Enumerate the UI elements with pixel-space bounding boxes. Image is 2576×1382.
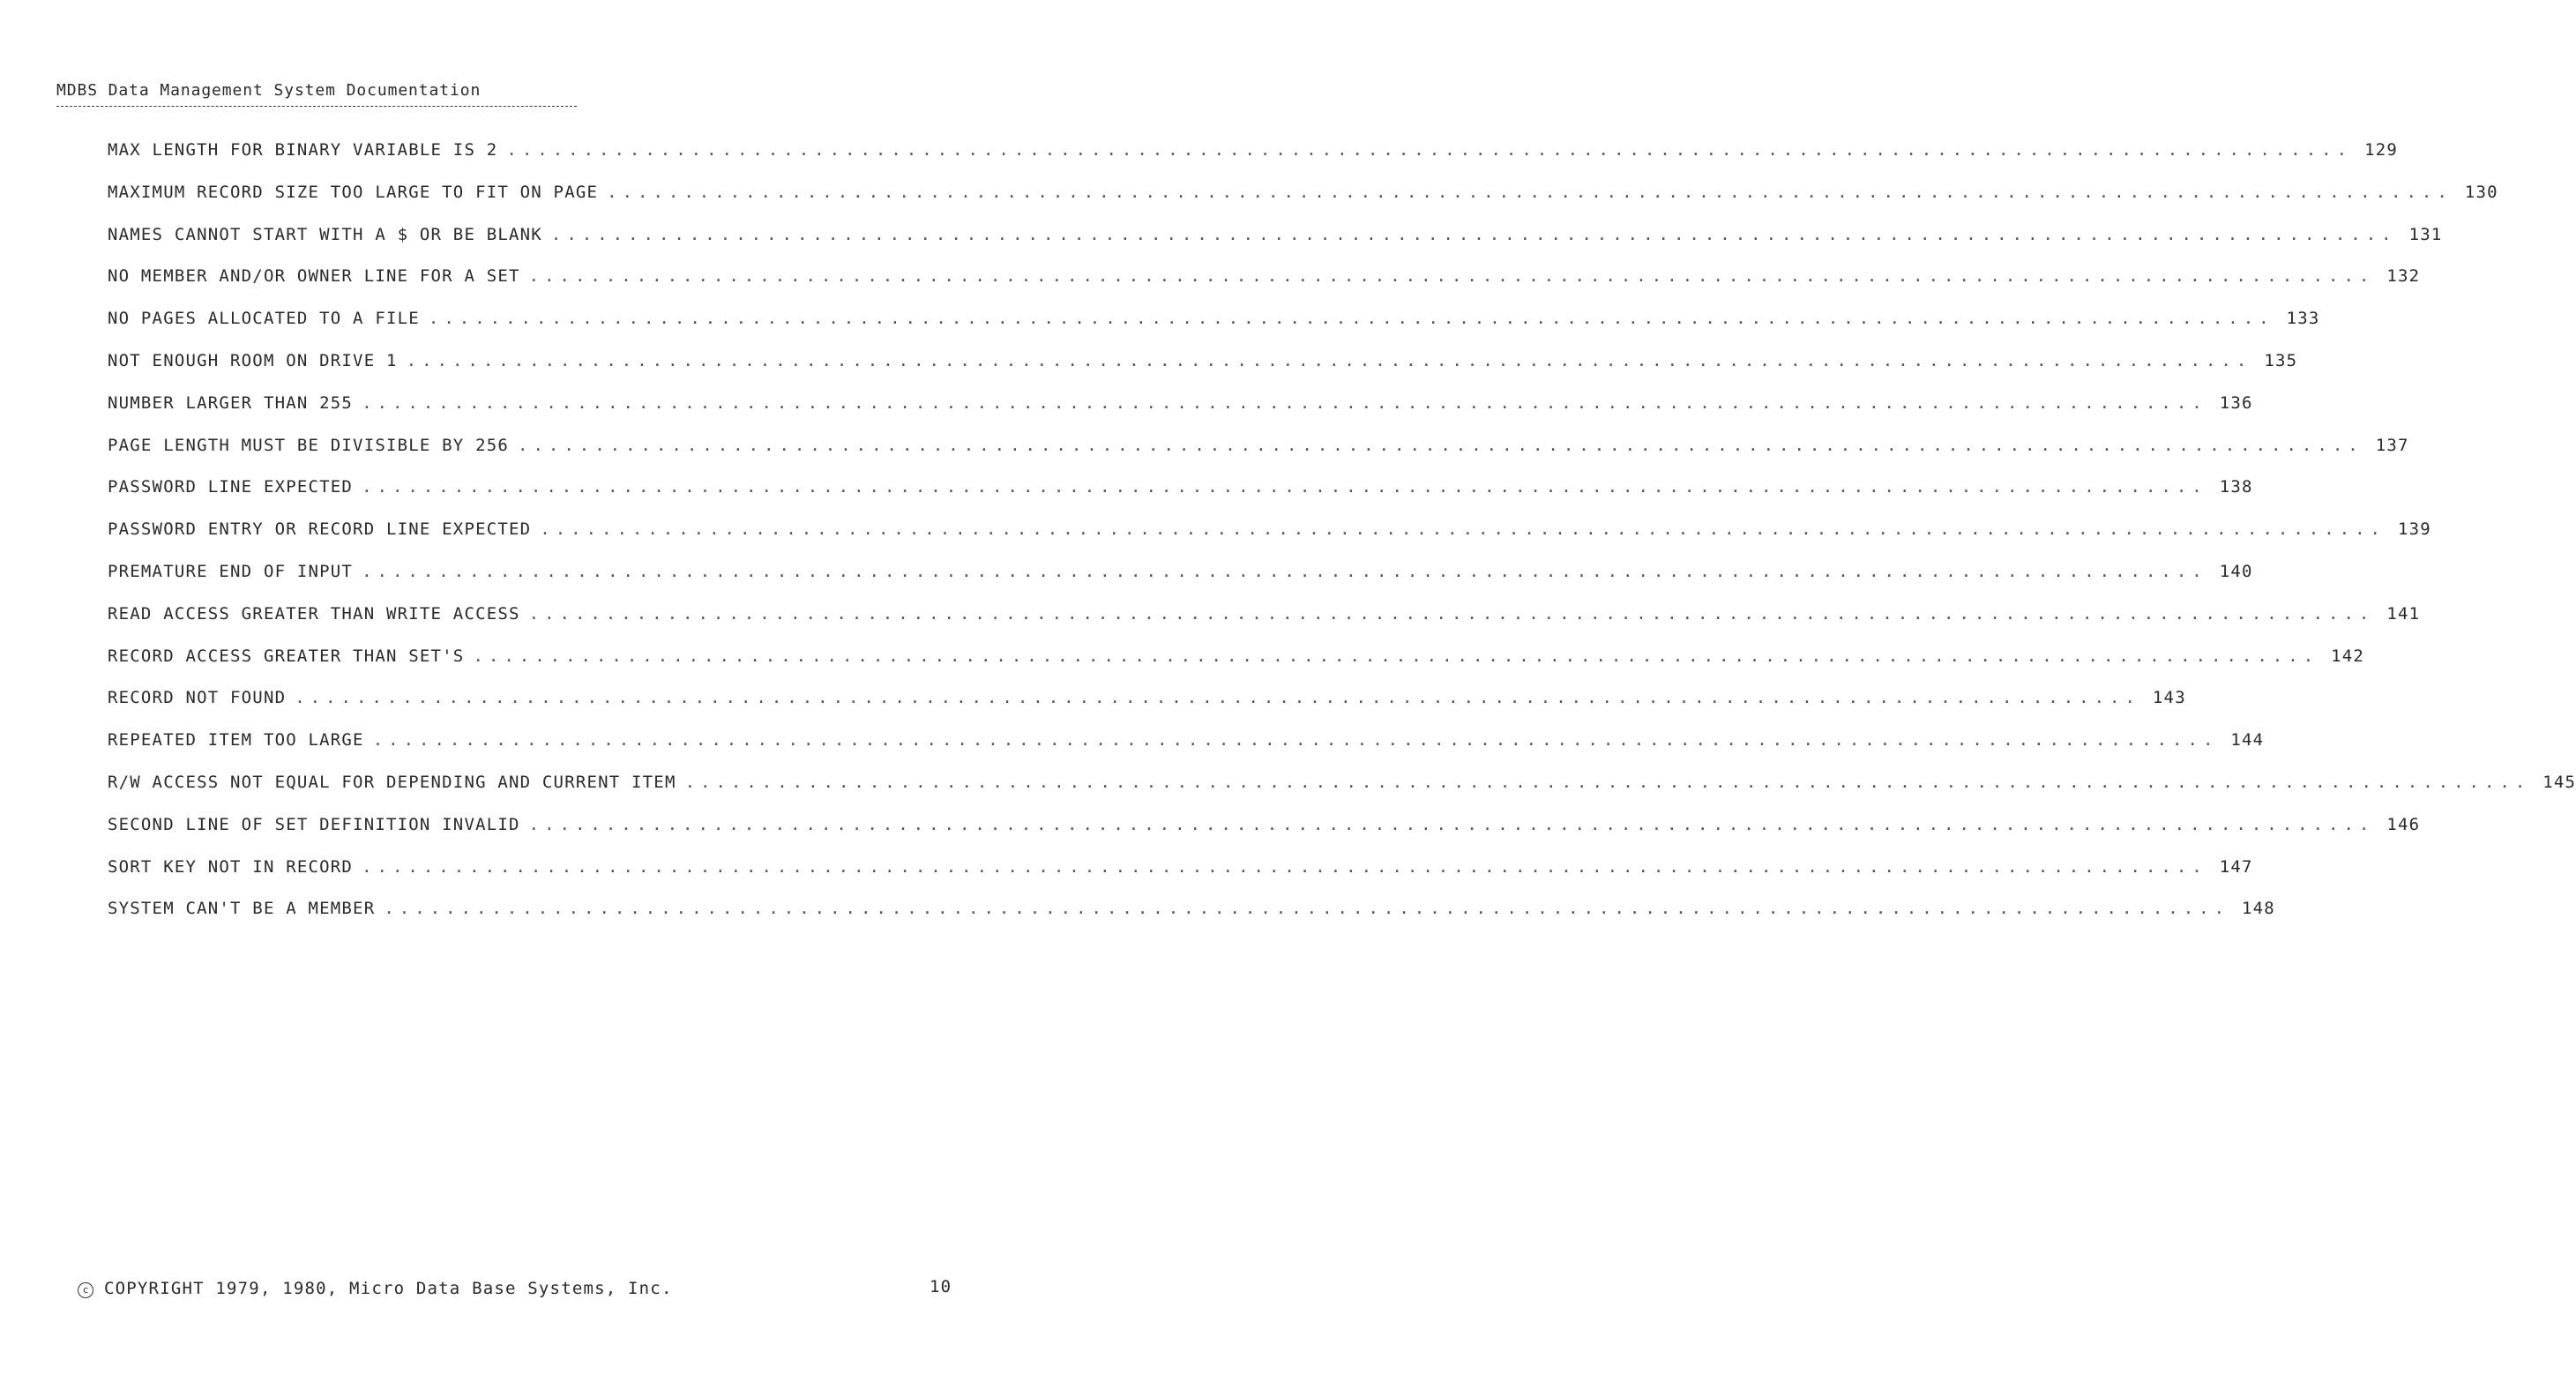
toc-entry-page: 148 <box>2242 899 2275 919</box>
toc-entry <box>108 140 2398 183</box>
toc-entry-title: MAX LENGTH FOR BINARY VARIABLE IS 2 <box>108 140 498 160</box>
dot-leader: ........................................................................................................................ <box>384 899 2230 919</box>
toc-entry-page: 143 <box>2152 688 2186 708</box>
dot-leader: ........................................................................................................................ <box>406 350 2252 370</box>
toc-entry <box>108 477 2253 519</box>
toc-entry-title: NUMBER LARGER THAN 255 <box>108 392 354 413</box>
toc-entry-page: 135 <box>2264 350 2298 370</box>
toc-entry-page: 146 <box>2386 814 2421 834</box>
dot-leader: ........................................................................................................................ <box>362 561 2207 581</box>
toc-entry-title: RECORD NOT FOUND <box>108 688 287 708</box>
toc-entry-title: RECORD ACCESS GREATER THAN SET'S <box>108 646 465 666</box>
toc-entry <box>108 646 2365 689</box>
error-message-index <box>108 140 2576 941</box>
toc-entry-title: PASSWORD LINE EXPECTED <box>108 477 354 497</box>
header-dashed-rule <box>56 106 577 107</box>
dot-leader: ........................................................................................................................ <box>428 309 2274 329</box>
toc-entry <box>108 309 2320 351</box>
toc-entry-page: 132 <box>2386 266 2421 287</box>
dot-leader: ........................................................................................................................ <box>540 519 2386 540</box>
page-number: 10 <box>930 1277 952 1296</box>
toc-entry-page: 142 <box>2331 646 2365 666</box>
toc-entry-page: 129 <box>2364 140 2398 160</box>
toc-entry-title: REPEATED ITEM TOO LARGE <box>108 730 364 751</box>
toc-entry <box>108 350 2298 393</box>
toc-entry-page: 131 <box>2408 224 2443 244</box>
toc-entry-page: 140 <box>2219 561 2253 581</box>
dot-leader: ........................................................................................................................ <box>362 477 2207 497</box>
toc-entry <box>108 224 2443 267</box>
toc-entry <box>108 392 2253 436</box>
page-footer <box>78 1279 959 1309</box>
toc-entry <box>108 561 2253 604</box>
toc-entry-title: R/W ACCESS NOT EQUAL FOR DEPENDING AND CURRENT ITEM <box>108 772 676 792</box>
dot-leader: ........................................................................................................................ <box>372 730 2219 751</box>
dot-leader: ........................................................................................................................ <box>518 435 2363 455</box>
toc-entry <box>108 899 2275 941</box>
page-header <box>56 79 579 107</box>
toc-entry-page: 139 <box>2397 519 2431 540</box>
toc-entry-page: 141 <box>2386 603 2421 624</box>
toc-entry <box>108 519 2431 562</box>
toc-entry <box>108 435 2409 478</box>
toc-entry-title: SORT KEY NOT IN RECORD <box>108 856 354 877</box>
toc-entry-page: 145 <box>2542 772 2576 792</box>
toc-entry <box>108 182 2498 225</box>
dot-leader: ........................................................................................................................ <box>528 814 2375 834</box>
dot-leader: ........................................................................................................................ <box>684 772 2531 792</box>
toc-entry <box>108 730 2265 773</box>
copyright-icon: c <box>78 1282 93 1298</box>
toc-entry-page: 137 <box>2375 435 2409 455</box>
document-title: MDBS Data Management System Documentation <box>56 81 482 100</box>
toc-entry-page: 130 <box>2464 182 2498 202</box>
toc-entry <box>108 814 2421 857</box>
toc-entry-title: NO PAGES ALLOCATED TO A FILE <box>108 309 420 329</box>
toc-entry-page: 133 <box>2286 309 2320 329</box>
toc-entry-title: NOT ENOUGH ROOM ON DRIVE 1 <box>108 350 398 370</box>
toc-entry-title: SECOND LINE OF SET DEFINITION INVALID <box>108 814 520 834</box>
toc-entry-title: NAMES CANNOT START WITH A $ OR BE BLANK <box>108 224 542 244</box>
dot-leader: ........................................................................................................................ <box>362 392 2207 413</box>
dot-leader: ........................................................................................................................ <box>528 603 2375 624</box>
toc-entry-title: NO MEMBER AND/OR OWNER LINE FOR A SET <box>108 266 520 287</box>
dot-leader: ........................................................................................................................ <box>528 266 2375 287</box>
toc-entry-page: 147 <box>2219 856 2253 877</box>
toc-entry-page: 138 <box>2219 477 2253 497</box>
toc-entry <box>108 856 2253 900</box>
dot-leader: ........................................................................................................................ <box>362 856 2207 877</box>
toc-entry-title: READ ACCESS GREATER THAN WRITE ACCESS <box>108 603 520 624</box>
toc-entry <box>108 688 2186 730</box>
toc-entry-title: PREMATURE END OF INPUT <box>108 561 354 581</box>
dot-leader: ........................................................................................................................ <box>506 140 2353 160</box>
toc-entry-page: 144 <box>2230 730 2265 751</box>
dot-leader: ........................................................................................................................ <box>607 182 2453 202</box>
toc-entry-page: 136 <box>2219 392 2253 413</box>
toc-entry <box>108 772 2576 815</box>
toc-entry-title: PASSWORD ENTRY OR RECORD LINE EXPECTED <box>108 519 532 540</box>
dot-leader: ........................................................................................................................ <box>550 224 2397 244</box>
toc-entry <box>108 603 2421 646</box>
toc-entry-title: MAXIMUM RECORD SIZE TOO LARGE TO FIT ON PAGE <box>108 182 599 202</box>
dot-leader: ........................................................................................................................ <box>473 646 2319 666</box>
toc-entry <box>108 266 2421 309</box>
copyright-notice: COPYRIGHT 1979, 1980, Micro Data Base Systems, Inc. <box>104 1279 673 1298</box>
toc-entry-title: PAGE LENGTH MUST BE DIVISIBLE BY 256 <box>108 435 510 455</box>
toc-entry-title: SYSTEM CAN'T BE A MEMBER <box>108 899 376 919</box>
dot-leader: ........................................................................................................................ <box>295 688 2140 708</box>
